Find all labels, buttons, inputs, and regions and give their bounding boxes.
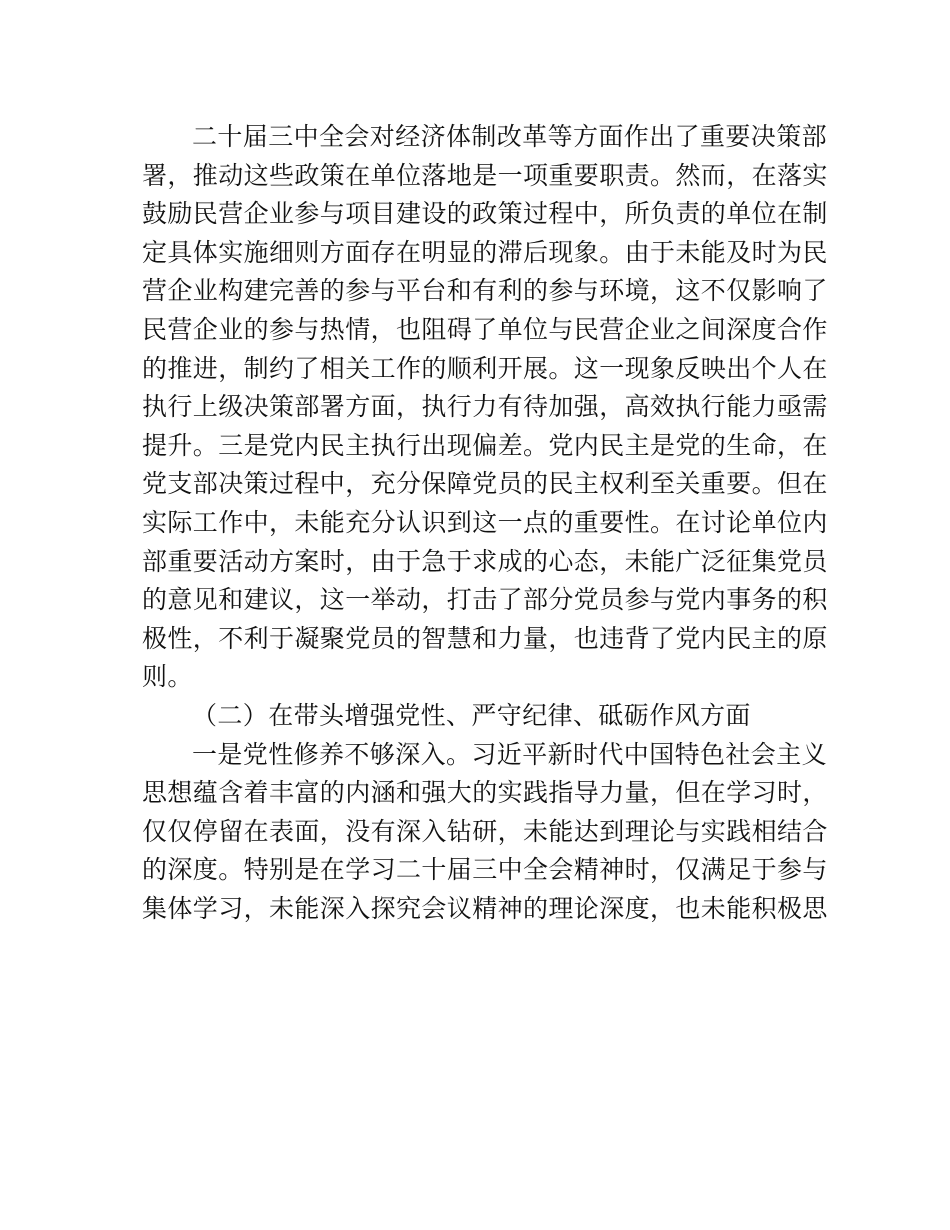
- text-line: 实际工作中，未能充分认识到这一点的重要性。在讨论单位内: [142, 507, 828, 537]
- text-line: 仅仅停留在表面，没有深入钻研，未能达到理论与实践相结合: [142, 816, 828, 846]
- text-line: 提升。三是党内民主执行出现偏差。党内民主是党的生命，在: [142, 430, 828, 460]
- text-line: 极性，不利于凝聚党员的智慧和力量，也违背了党内民主的原: [142, 623, 828, 653]
- text-line: 党支部决策过程中，充分保障党员的民主权利至关重要。但在: [142, 469, 828, 499]
- text-line: 营企业构建完善的参与平台和有利的参与环境，这不仅影响了: [142, 276, 828, 306]
- section-heading: [142, 697, 812, 736]
- text-line: 思想蕴含着丰富的内涵和强大的实践指导力量，但在学习时，: [142, 778, 828, 808]
- paragraph-1: [142, 118, 828, 697]
- text-line: 执行上级决策部署方面，执行力有待加强，高效执行能力亟需: [142, 392, 828, 422]
- heading-line: （二）在带头增强党性、严守纪律、砥砺作风方面: [192, 700, 751, 730]
- paragraph-2: [142, 736, 828, 929]
- text-line: 则。: [142, 662, 193, 692]
- text-line: 部重要活动方案时，由于急于求成的心态，未能广泛征集党员: [142, 546, 828, 576]
- document-body: [142, 118, 828, 928]
- text-line: 一是党性修养不够深入。习近平新时代中国特色社会主义: [192, 739, 828, 769]
- text-line: 的深度。特别是在学习二十届三中全会精神时，仅满足于参与: [142, 855, 828, 885]
- text-line: 二十届三中全会对经济体制改革等方面作出了重要决策部: [192, 122, 828, 151]
- text-line: 的意见和建议，这一举动，打击了部分党员参与党内事务的积: [142, 585, 828, 615]
- text-line: 集体学习，未能深入探究会议精神的理论深度，也未能积极思: [142, 893, 828, 923]
- text-line: 民营企业的参与热情，也阻碍了单位与民营企业之间深度合作: [142, 314, 828, 344]
- text-line: 署，推动这些政策在单位落地是一项重要职责。然而，在落实: [142, 160, 828, 190]
- text-line: 的推进，制约了相关工作的顺利开展。这一现象反映出个人在: [142, 353, 828, 383]
- text-line: 定具体实施细则方面存在明显的滞后现象。由于未能及时为民: [142, 237, 828, 267]
- text-line: 鼓励民营企业参与项目建设的政策过程中，所负责的单位在制: [142, 199, 828, 229]
